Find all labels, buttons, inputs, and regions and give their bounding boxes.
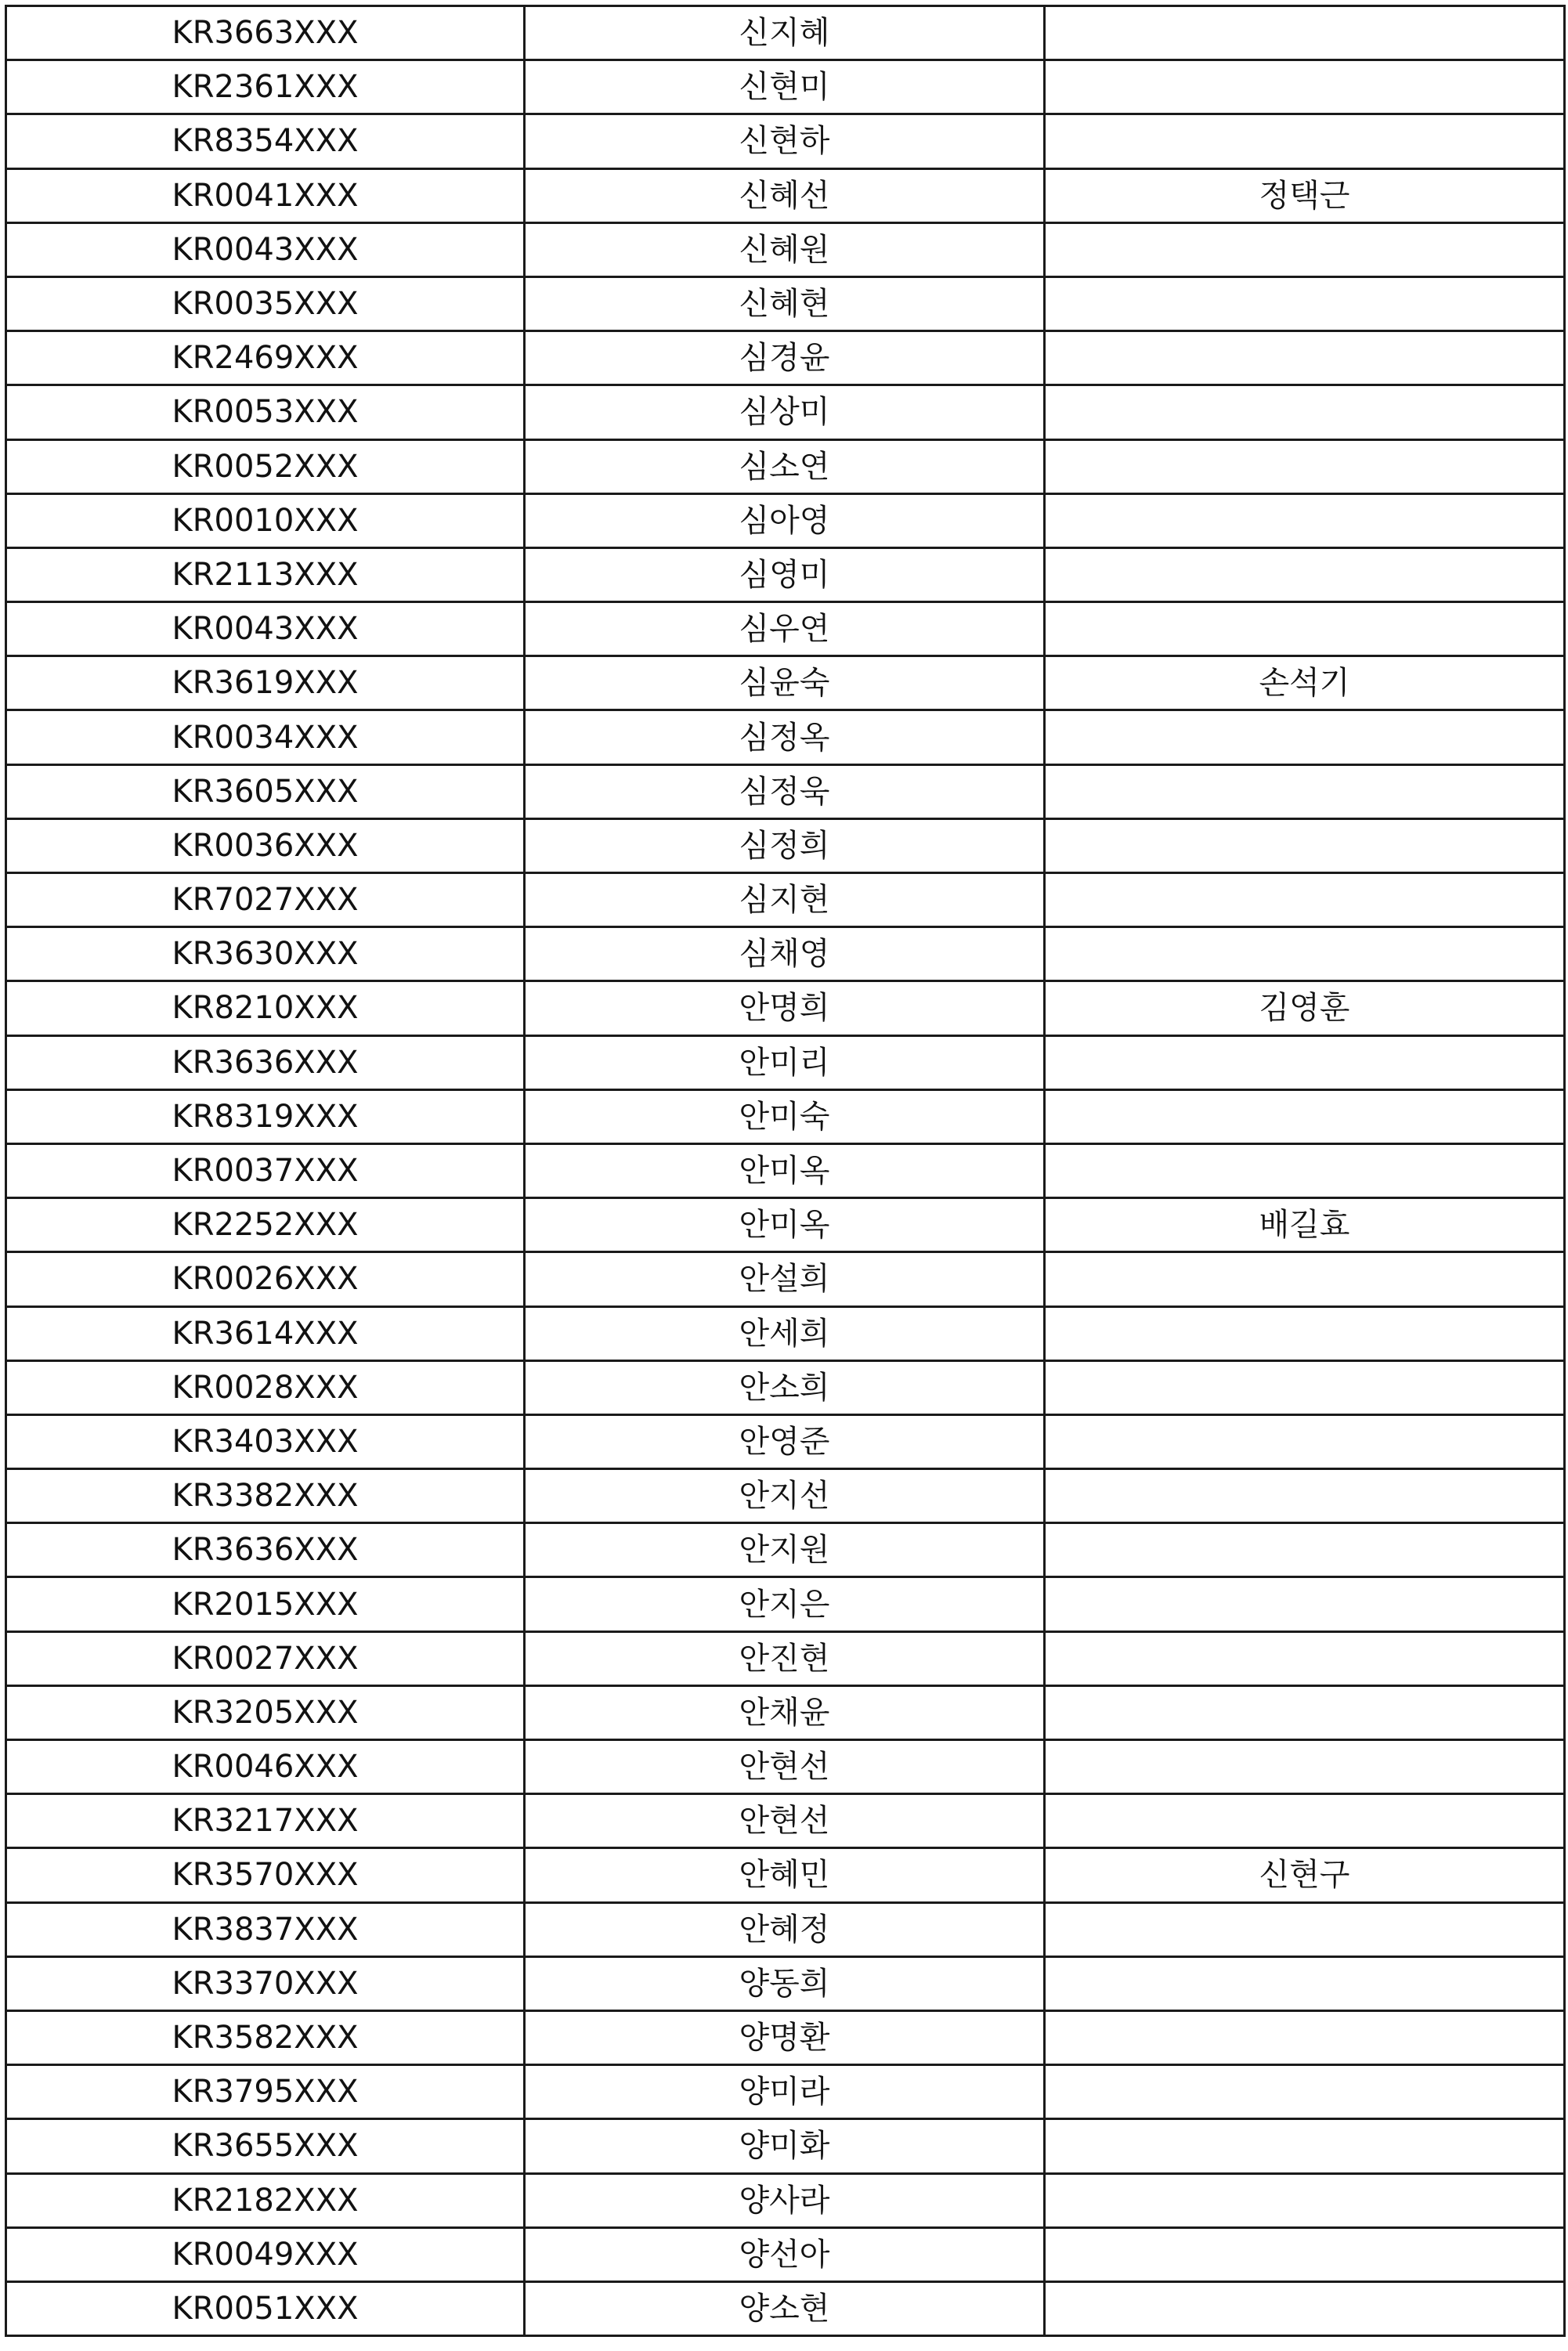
member-id-cell: KR0046XXX [6,1740,525,1794]
member-name-cell: 안영준 [525,1414,1045,1468]
table-row [6,1523,1565,1577]
table-row [6,1306,1565,1360]
reference-name-cell [1045,818,1565,872]
member-id-cell: KR0026XXX [6,1252,525,1306]
reference-name-cell [1045,222,1565,276]
table-row [6,873,1565,927]
member-name-cell: 심우연 [525,602,1045,656]
reference-name-cell: 신현구 [1045,1848,1565,1902]
table-row [6,1360,1565,1414]
member-name-cell: 안미리 [525,1035,1045,1089]
reference-name-cell [1045,1523,1565,1577]
roster-table [5,5,1566,2337]
member-id-cell: KR0051XXX [6,2281,525,2335]
reference-name-cell [1045,2119,1565,2173]
reference-name-cell [1045,439,1565,493]
table-row [6,331,1565,385]
table-row [6,927,1565,981]
member-id-cell: KR2113XXX [6,547,525,601]
table-row [6,1956,1565,2010]
member-id-cell: KR2182XXX [6,2173,525,2227]
reference-name-cell: 손석기 [1045,656,1565,710]
member-name-cell: 양명환 [525,2010,1045,2064]
reference-name-cell [1045,1956,1565,2010]
table-row [6,1848,1565,1902]
table-row [6,385,1565,439]
member-name-cell: 안혜민 [525,1848,1045,1902]
member-name-cell: 신혜현 [525,276,1045,330]
reference-name-cell [1045,1306,1565,1360]
reference-name-cell [1045,602,1565,656]
table-row [6,547,1565,601]
table-row [6,602,1565,656]
member-id-cell: KR3619XXX [6,656,525,710]
member-name-cell: 신지혜 [525,6,1045,60]
member-name-cell: 안채윤 [525,1685,1045,1739]
member-name-cell: 안설희 [525,1252,1045,1306]
member-name-cell: 안지은 [525,1577,1045,1631]
table-row [6,493,1565,547]
reference-name-cell: 배길효 [1045,1198,1565,1252]
member-id-cell: KR3795XXX [6,2065,525,2119]
member-name-cell: 안미옥 [525,1198,1045,1252]
reference-name-cell [1045,2173,1565,2227]
table-row [6,818,1565,872]
member-name-cell: 안세희 [525,1306,1045,1360]
member-name-cell: 안지원 [525,1523,1045,1577]
reference-name-cell [1045,2010,1565,2064]
member-name-cell: 안미옥 [525,1143,1045,1197]
member-id-cell: KR8319XXX [6,1089,525,1143]
reference-name-cell [1045,331,1565,385]
member-id-cell: KR0010XXX [6,493,525,547]
member-name-cell: 양미화 [525,2119,1045,2173]
member-name-cell: 양미라 [525,2065,1045,2119]
member-name-cell: 안지선 [525,1469,1045,1523]
table-row [6,981,1565,1035]
table-row [6,1035,1565,1089]
reference-name-cell [1045,1035,1565,1089]
table-row [6,6,1565,60]
reference-name-cell [1045,1089,1565,1143]
member-name-cell: 안현선 [525,1794,1045,1848]
member-id-cell: KR0041XXX [6,168,525,222]
member-id-cell: KR2469XXX [6,331,525,385]
member-name-cell: 신현미 [525,60,1045,114]
table-row [6,2119,1565,2173]
member-id-cell: KR0035XXX [6,276,525,330]
table-row [6,1577,1565,1631]
table-row [6,1902,1565,1956]
table-row [6,222,1565,276]
reference-name-cell [1045,276,1565,330]
reference-name-cell [1045,1740,1565,1794]
member-id-cell: KR8210XXX [6,981,525,1035]
member-name-cell: 안소희 [525,1360,1045,1414]
member-name-cell: 심상미 [525,385,1045,439]
member-id-cell: KR0043XXX [6,222,525,276]
reference-name-cell [1045,1360,1565,1414]
table-row [6,710,1565,764]
member-id-cell: KR3636XXX [6,1035,525,1089]
member-id-cell: KR3217XXX [6,1794,525,1848]
member-id-cell: KR3837XXX [6,1902,525,1956]
member-id-cell: KR0037XXX [6,1143,525,1197]
member-name-cell: 심채영 [525,927,1045,981]
reference-name-cell: 김영훈 [1045,981,1565,1035]
member-id-cell: KR3382XXX [6,1469,525,1523]
member-id-cell: KR8354XXX [6,114,525,168]
member-id-cell: KR0052XXX [6,439,525,493]
table-row [6,1252,1565,1306]
reference-name-cell [1045,1685,1565,1739]
table-row [6,2281,1565,2335]
reference-name-cell [1045,1414,1565,1468]
member-name-cell: 양소현 [525,2281,1045,2335]
reference-name-cell [1045,1577,1565,1631]
reference-name-cell [1045,710,1565,764]
table-row [6,2065,1565,2119]
reference-name-cell: 정택근 [1045,168,1565,222]
member-name-cell: 안진현 [525,1631,1045,1685]
member-name-cell: 양동희 [525,1956,1045,2010]
reference-name-cell [1045,493,1565,547]
table-row [6,60,1565,114]
reference-name-cell [1045,2281,1565,2335]
reference-name-cell [1045,385,1565,439]
member-id-cell: KR3205XXX [6,1685,525,1739]
member-name-cell: 심정희 [525,818,1045,872]
table-row [6,1414,1565,1468]
member-id-cell: KR0034XXX [6,710,525,764]
table-row [6,1740,1565,1794]
reference-name-cell [1045,764,1565,818]
member-id-cell: KR3403XXX [6,1414,525,1468]
member-id-cell: KR0036XXX [6,818,525,872]
member-id-cell: KR3582XXX [6,2010,525,2064]
reference-name-cell [1045,873,1565,927]
reference-name-cell [1045,1902,1565,1956]
member-name-cell: 양사라 [525,2173,1045,2227]
table-row [6,656,1565,710]
reference-name-cell [1045,1469,1565,1523]
member-name-cell: 안명희 [525,981,1045,1035]
member-name-cell: 심경윤 [525,331,1045,385]
member-id-cell: KR0027XXX [6,1631,525,1685]
member-name-cell: 심영미 [525,547,1045,601]
member-name-cell: 심지현 [525,873,1045,927]
member-name-cell: 심윤숙 [525,656,1045,710]
table-row [6,439,1565,493]
member-name-cell: 심아영 [525,493,1045,547]
reference-name-cell [1045,2065,1565,2119]
table-row [6,2010,1565,2064]
member-name-cell: 신현하 [525,114,1045,168]
member-id-cell: KR3570XXX [6,1848,525,1902]
reference-name-cell [1045,60,1565,114]
table-row [6,764,1565,818]
reference-name-cell [1045,114,1565,168]
member-name-cell: 신혜선 [525,168,1045,222]
member-id-cell: KR3663XXX [6,6,525,60]
table-row [6,2227,1565,2281]
table-row [6,2173,1565,2227]
table-row [6,1198,1565,1252]
member-name-cell: 안현선 [525,1740,1045,1794]
reference-name-cell [1045,6,1565,60]
member-name-cell: 신혜원 [525,222,1045,276]
reference-name-cell [1045,1794,1565,1848]
member-name-cell: 심정욱 [525,764,1045,818]
reference-name-cell [1045,1143,1565,1197]
member-id-cell: KR0028XXX [6,1360,525,1414]
member-id-cell: KR0043XXX [6,602,525,656]
table-row [6,1794,1565,1848]
member-id-cell: KR3370XXX [6,1956,525,2010]
member-name-cell: 양선아 [525,2227,1045,2281]
table-row [6,114,1565,168]
member-id-cell: KR3614XXX [6,1306,525,1360]
member-name-cell: 심정옥 [525,710,1045,764]
member-id-cell: KR2252XXX [6,1198,525,1252]
reference-name-cell [1045,1631,1565,1685]
table-row [6,1089,1565,1143]
member-name-cell: 안미숙 [525,1089,1045,1143]
member-id-cell: KR7027XXX [6,873,525,927]
reference-name-cell [1045,1252,1565,1306]
roster-table-body [6,6,1565,2336]
member-id-cell: KR0049XXX [6,2227,525,2281]
reference-name-cell [1045,927,1565,981]
table-row [6,1685,1565,1739]
member-id-cell: KR3605XXX [6,764,525,818]
member-id-cell: KR2361XXX [6,60,525,114]
member-name-cell: 심소연 [525,439,1045,493]
table-row [6,276,1565,330]
table-row [6,1143,1565,1197]
reference-name-cell [1045,2227,1565,2281]
member-id-cell: KR3655XXX [6,2119,525,2173]
member-id-cell: KR3636XXX [6,1523,525,1577]
member-id-cell: KR3630XXX [6,927,525,981]
reference-name-cell [1045,547,1565,601]
table-row [6,1631,1565,1685]
member-id-cell: KR2015XXX [6,1577,525,1631]
member-id-cell: KR0053XXX [6,385,525,439]
table-row [6,168,1565,222]
member-name-cell: 안혜정 [525,1902,1045,1956]
table-row [6,1469,1565,1523]
